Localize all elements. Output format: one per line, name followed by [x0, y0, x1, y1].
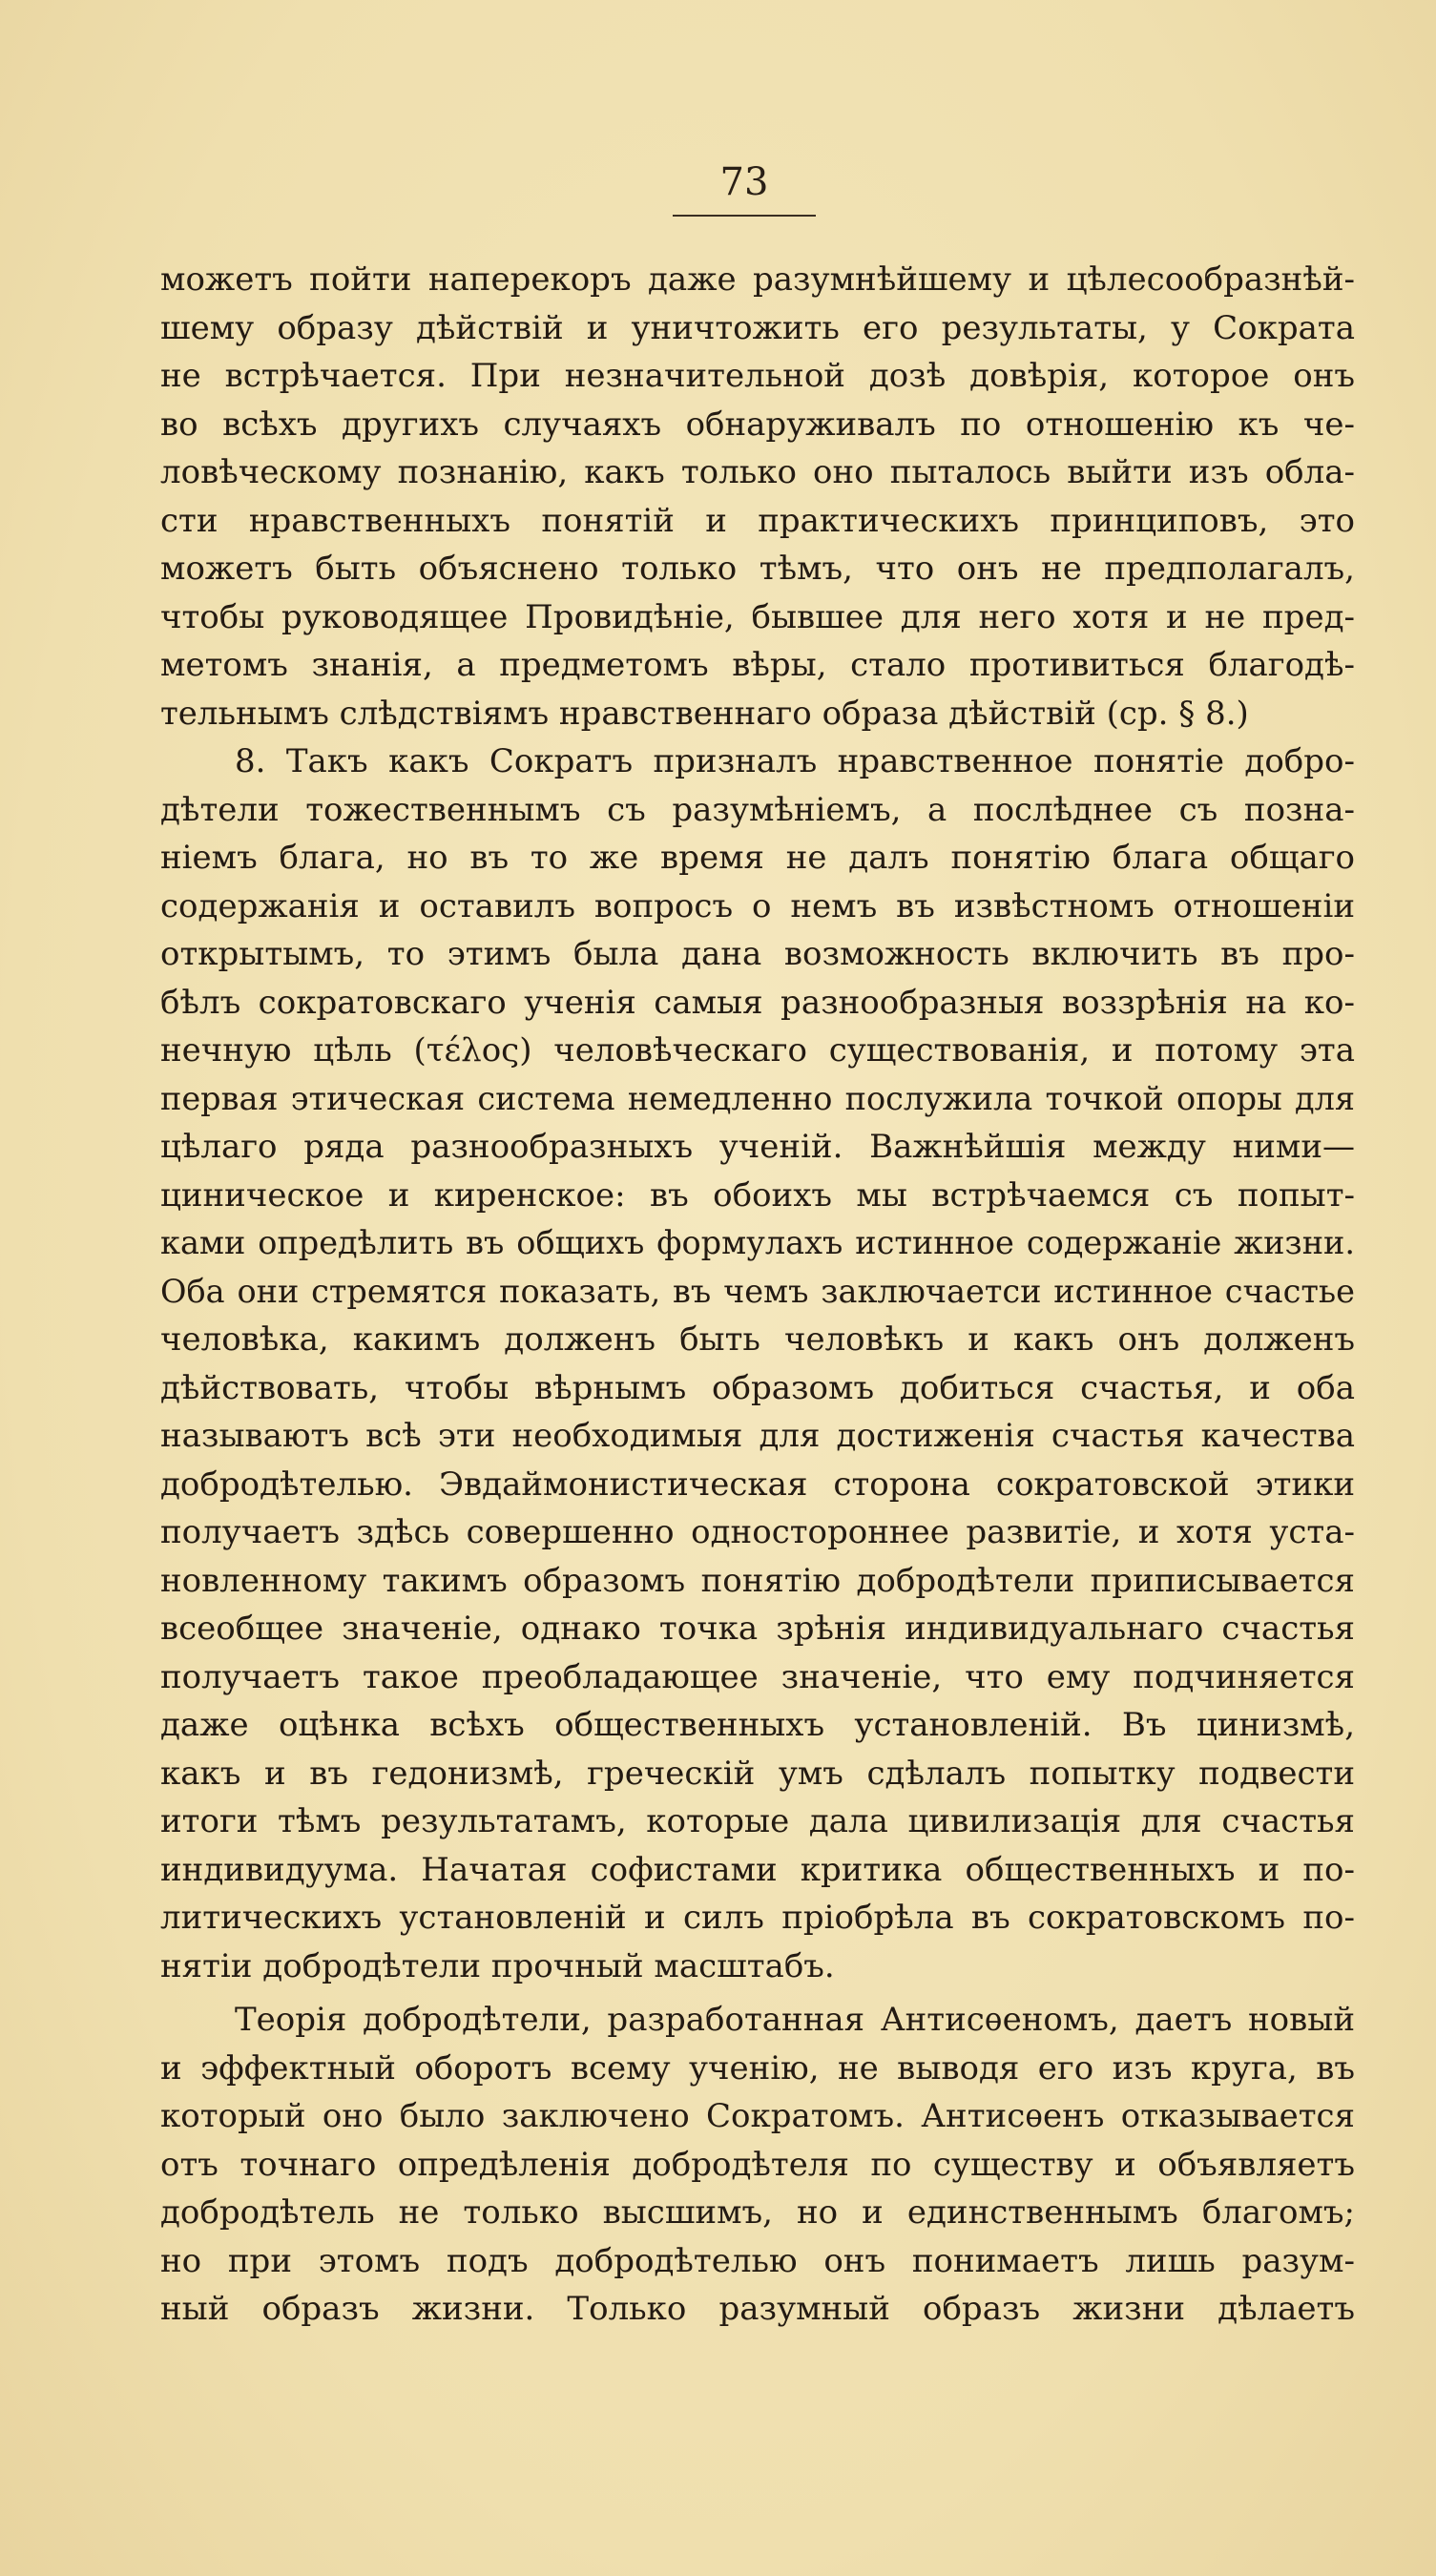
text-line: открытымъ, то этимъ была дана возможность включить въ про-	[160, 935, 1355, 973]
text-line: ловѣческому познанію, какъ только оно пыталось выйти изъ обла-	[160, 453, 1355, 491]
text-line: метомъ знанія, а предметомъ вѣры, стало противиться благодѣ-	[160, 646, 1355, 684]
page-number-rule	[673, 215, 816, 217]
text-line: первая этическая система немедленно послужила точкой опоры для	[160, 1079, 1355, 1117]
text-line: добродѣтелью. Эвдаймонистическая сторона сократовской этики	[160, 1465, 1355, 1504]
text-line: ный образъ жизни. Только разумный образъ жизни дѣлаетъ	[160, 2290, 1355, 2328]
text-line: цѣлаго ряда разнообразныхъ ученій. Важнѣйшія между ними—	[160, 1128, 1355, 1166]
text-line: литическихъ установленій и силъ пріобрѣла въ сократовскомъ по-	[160, 1899, 1355, 1937]
text-line: отъ точнаго опредѣленія добродѣтеля по существу и объявляетъ	[160, 2145, 1355, 2184]
text-line: всеобщее значеніе, однако точка зрѣнія индивидуальнаго счастья	[160, 1610, 1355, 1648]
paragraph-1	[160, 256, 1355, 737]
text-line: и эффектный оборотъ всему ученію, не выводя его изъ круга, въ	[160, 2048, 1355, 2088]
text-line: индивидуума. Начатая софистами критика общественныхъ и по-	[160, 1850, 1355, 1889]
text-line: дѣтели тожественнымъ съ разумѣніемъ, а послѣднее съ позна-	[160, 790, 1355, 829]
text-line: человѣка, какимъ долженъ быть человѣкъ и какъ онъ долженъ	[160, 1320, 1355, 1359]
text-line: Оба они стремятся показать, въ чемъ заключаетси истинное счастье	[160, 1272, 1355, 1310]
paragraph-3	[160, 1996, 1355, 2334]
text-line: во всѣхъ другихъ случаяхъ обнаруживалъ по отношенію къ че-	[160, 405, 1355, 444]
text-line: какъ и въ гедонизмѣ, греческій умъ сдѣлалъ попытку подвести	[160, 1754, 1355, 1793]
text-line: дѣйствовать, чтобы вѣрнымъ образомъ добиться счастья, и оба	[160, 1368, 1355, 1407]
text-line: ками опредѣлить въ общихъ формулахъ истинное содержаніе жизни.	[160, 1224, 1355, 1261]
text-line: циническое и киренское: въ обоихъ мы встрѣчаемся съ попыт-	[160, 1175, 1355, 1215]
text-line: ніемъ блага, но въ то же время не далъ понятію блага общаго	[160, 839, 1355, 877]
text-line: получаетъ здѣсь совершенно одностороннее развитіе, и хотя уста-	[160, 1513, 1355, 1551]
text-line: итоги тѣмъ результатамъ, которые дала цивилизація для счастья	[160, 1802, 1355, 1840]
text-line: содержанія и оставилъ вопросъ о немъ въ извѣстномъ отношеніи	[160, 886, 1355, 925]
text-line: получаетъ такое преобладающее значеніе, что ему подчиняется	[160, 1657, 1355, 1696]
text-line: нечную цѣль (τέλος) человѣческаго существованія, и потому эта	[160, 1031, 1355, 1070]
text-line: тельнымъ слѣдствіямъ нравственнаго образа дѣйствій (ср. § 8.)	[160, 694, 1249, 733]
paragraph-2	[160, 737, 1355, 1990]
text-line: бѣлъ сократовскаго ученія самыя разнообразныя воззрѣнія на ко-	[160, 983, 1355, 1022]
text-line: даже оцѣнка всѣхъ общественныхъ установленій. Въ цинизмѣ,	[160, 1706, 1355, 1744]
text-line: можетъ пойти наперекоръ даже разумнѣйшему и цѣлесообразнѣй-	[160, 260, 1355, 299]
text-line: называютъ всѣ эти необходимыя для достиженія счастья качества	[160, 1417, 1355, 1455]
text-line: но при этомъ подъ добродѣтелью онъ понимаетъ лишь разум-	[160, 2241, 1355, 2280]
body-text	[160, 256, 1355, 2334]
text-line: 8. Такъ какъ Сократъ призналъ нравственное понятіе добро-	[235, 742, 1355, 780]
text-line: новленному такимъ образомъ понятію добродѣтели приписывается	[160, 1561, 1355, 1600]
text-line: добродѣтель не только высшимъ, но и единственнымъ благомъ;	[160, 2193, 1355, 2232]
text-line: который оно было заключено Сократомъ. Антисѳенъ отказывается	[160, 2097, 1355, 2135]
page-number: 73	[719, 160, 769, 204]
text-line: нятіи добродѣтели прочный масштабъ.	[160, 1946, 835, 1985]
text-line: можетъ быть объяснено только тѣмъ, что онъ не предполагалъ,	[160, 550, 1355, 588]
text-line: чтобы руководящее Провидѣніе, бывшее для него хотя и не пред-	[160, 597, 1355, 636]
text-line: не встрѣчается. При незначительной дозѣ довѣрія, которое онъ	[160, 357, 1355, 395]
text-line: Теорія добродѣтели, разработанная Антисѳеномъ, даетъ новый	[235, 2001, 1355, 2039]
text-line: сти нравственныхъ понятій и практическихъ принциповъ, это	[160, 501, 1355, 540]
text-line: шему образу дѣйствій и уничтожить его результаты, у Сократа	[160, 308, 1355, 347]
